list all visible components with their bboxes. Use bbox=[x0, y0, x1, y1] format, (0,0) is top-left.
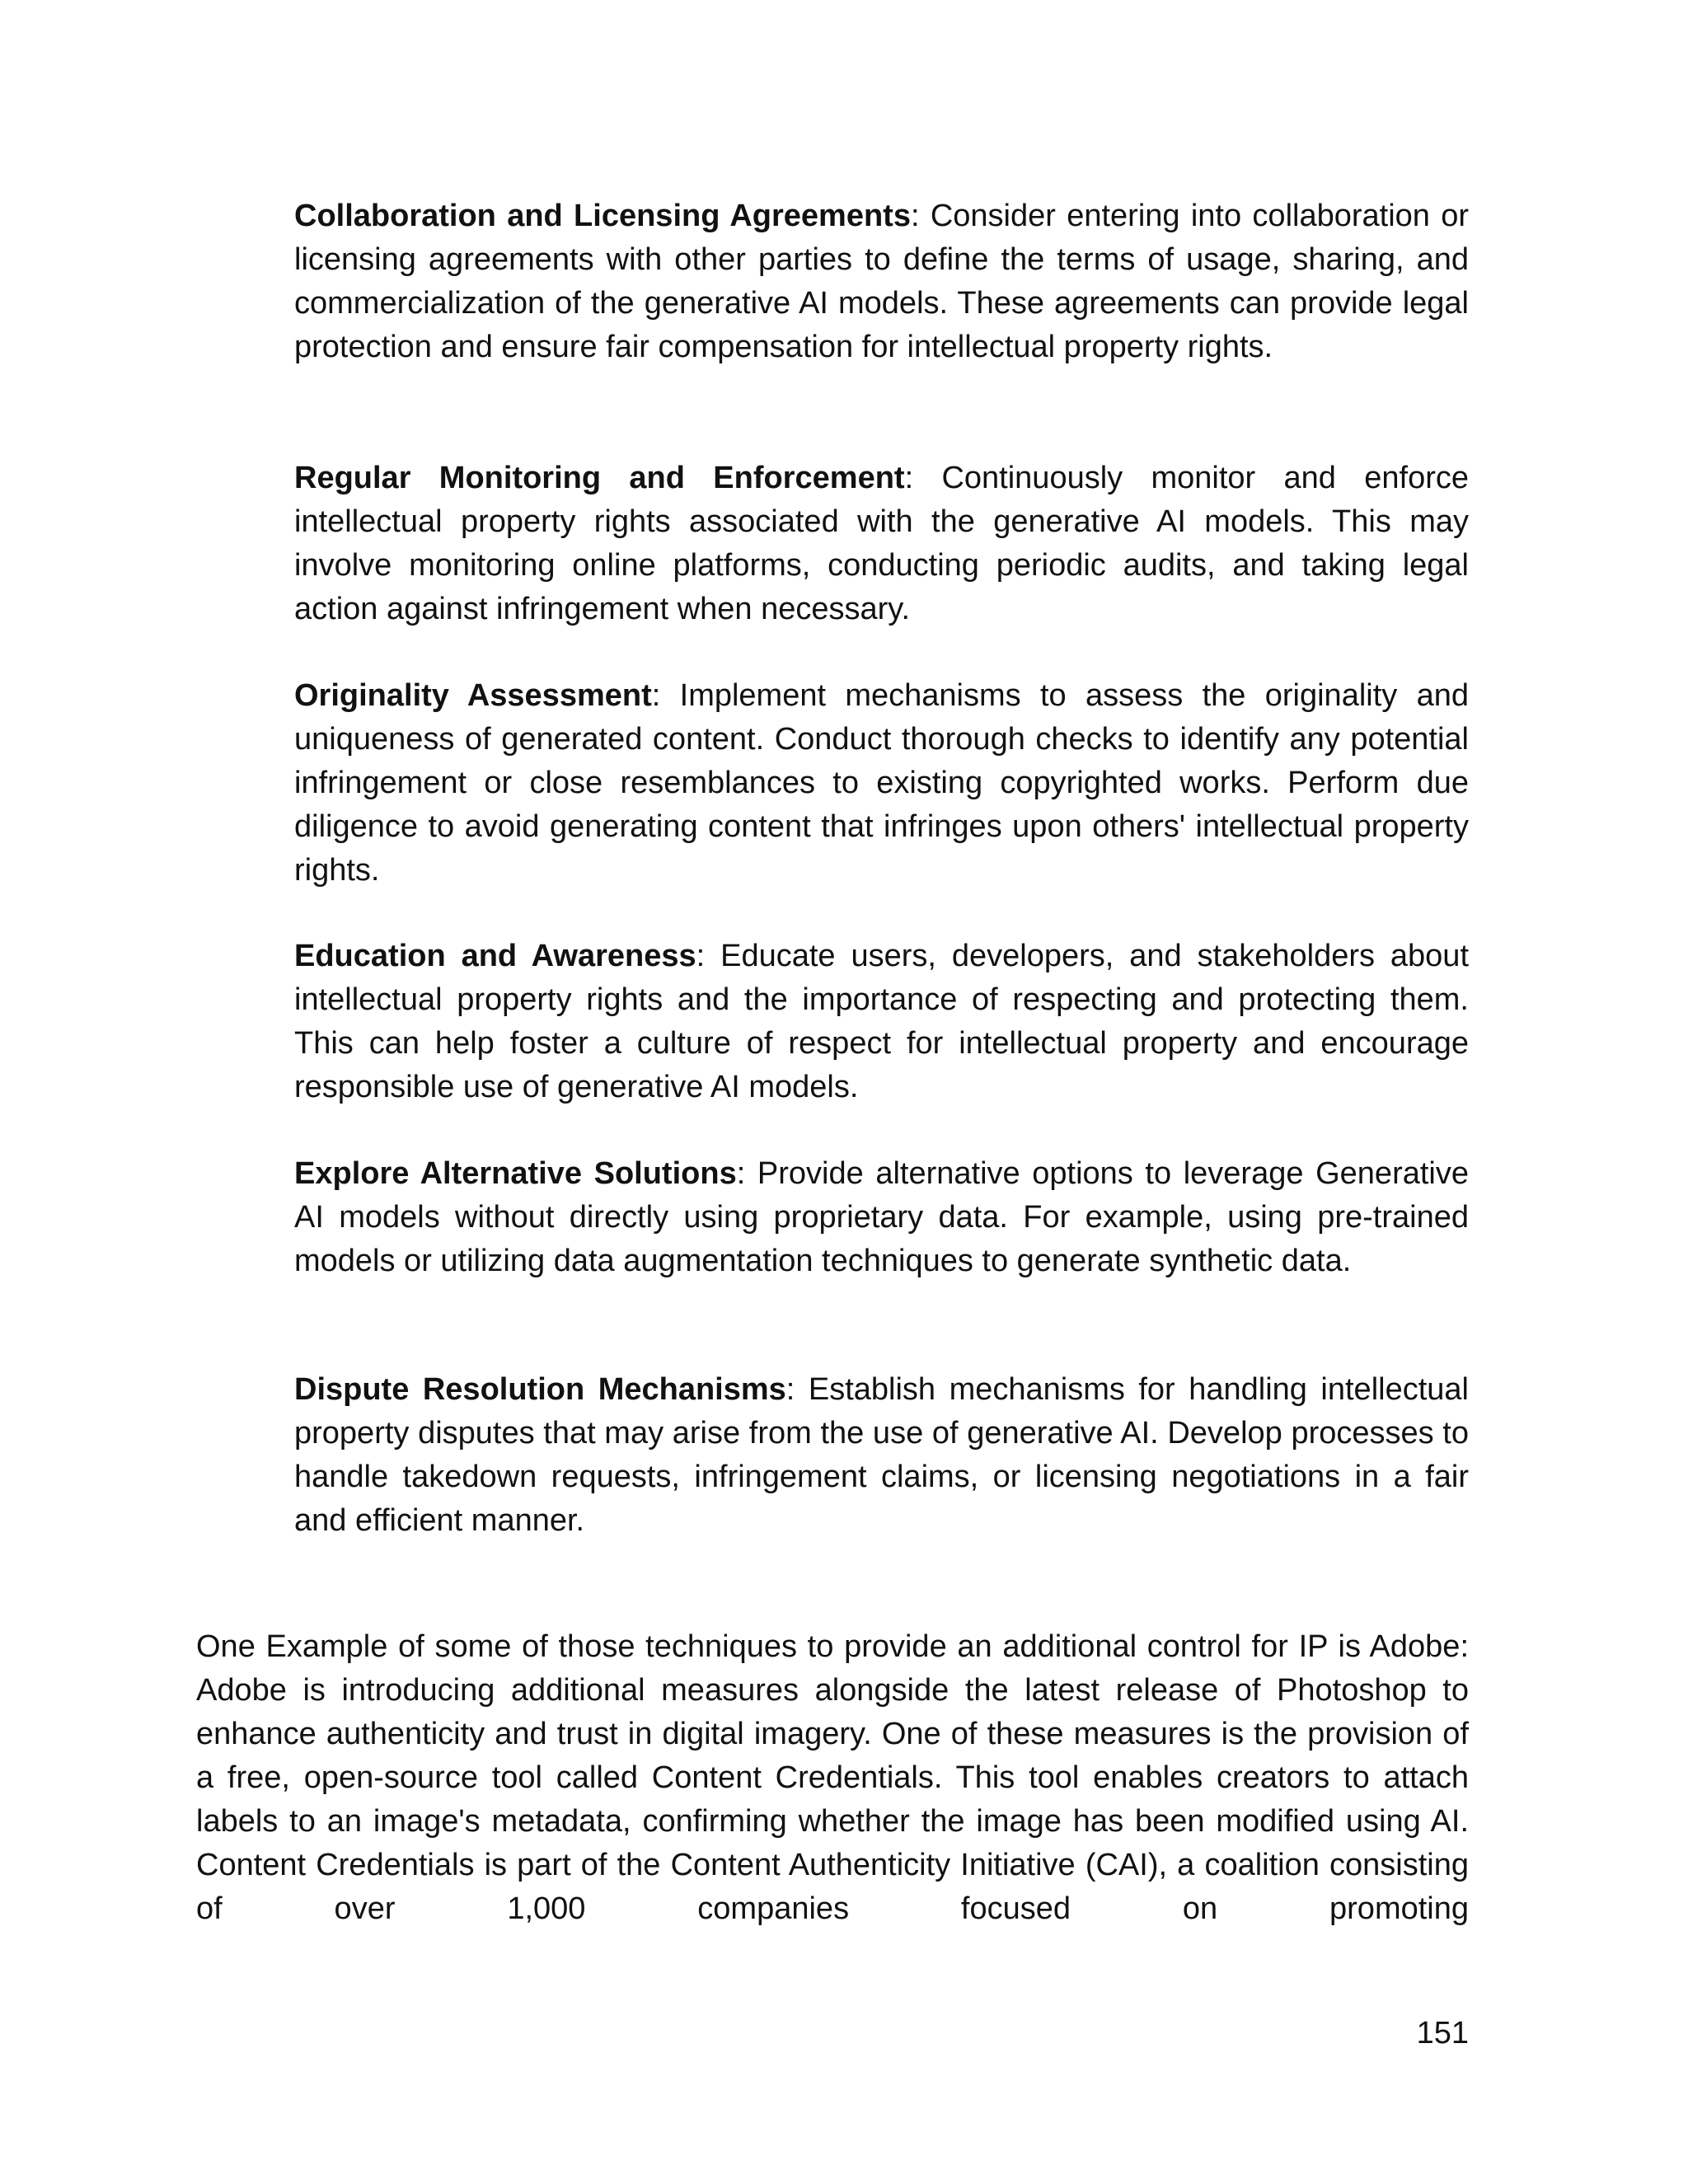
page-number: 151 bbox=[1416, 2016, 1469, 2050]
item-term: Regular Monitoring and Enforcement bbox=[294, 461, 905, 495]
item-term: Originality Assessment bbox=[294, 678, 652, 713]
list-item-collaboration-licensing bbox=[294, 194, 1469, 369]
list-item-education-awareness bbox=[294, 935, 1469, 1109]
item-term: Dispute Resolution Mechanisms bbox=[294, 1372, 786, 1407]
item-text: : Consider entering into collaboration or licensing agreements with other parties to define the terms of usage, sharing, and commercialization of the generative AI models. These agreements can provide legal protection and ensure fair compensation for intellectual property rights. bbox=[294, 199, 1470, 364]
list-item-originality-assessment bbox=[294, 674, 1469, 893]
list-item-dispute-resolution bbox=[294, 1368, 1469, 1543]
item-term: Explore Alternative Solutions bbox=[294, 1156, 737, 1191]
item-text: : Implement mechanisms to assess the originality and uniqueness of generated content. Conduct thorough checks to identify any potential infringement or close resemblances to existing copyrighted works. Perform due diligence to avoid generating content that infringes upon others' intellectual property rights. bbox=[294, 678, 1470, 888]
list-item-alternative-solutions bbox=[294, 1152, 1469, 1283]
body-paragraph: One Example of some of those techniques to provide an additional control for IP is Adobe: Adobe is introducing additional measures alongside the latest release of Photoshop to enhance authenticity and trust in digital imagery. One of these measures is the provision of a free, open-source tool called Content Credentials. This tool enables creators to attach labels to an image's metadata, confirming whether the image has been modified using AI. Content Credentials is part of the Content Authenticity Initiative (CAI), a coalition consisting of over 1,000 companies focused on promoting bbox=[196, 1629, 1469, 1926]
item-text: : Educate users, developers, and stakeholders about intellectual property rights and the importance of respecting and protecting them. This can help foster a culture of respect for intellectual property and encourage responsible use of generative AI models. bbox=[294, 939, 1470, 1104]
list-item-monitoring-enforcement bbox=[294, 457, 1469, 631]
item-term: Education and Awareness bbox=[294, 939, 696, 973]
item-text: : Establish mechanisms for handling intellectual property disputes that may arise from the use of generative AI. Develop processes to handle takedown requests, infringement claims, or licensing negotiations in a fair and efficient manner. bbox=[294, 1372, 1469, 1538]
item-text: : Provide alternative options to leverage Generative AI models without directly using proprietary data. For example, using pre-trained models or utilizing data augmentation techniques to generate synthetic data. bbox=[294, 1156, 1469, 1278]
item-text: : Continuously monitor and enforce intellectual property rights associated with the generative AI models. This may involve monitoring online platforms, conducting periodic audits, and taking legal action against infringement when necessary. bbox=[294, 461, 1470, 626]
item-term: Collaboration and Licensing Agreements bbox=[294, 199, 911, 233]
